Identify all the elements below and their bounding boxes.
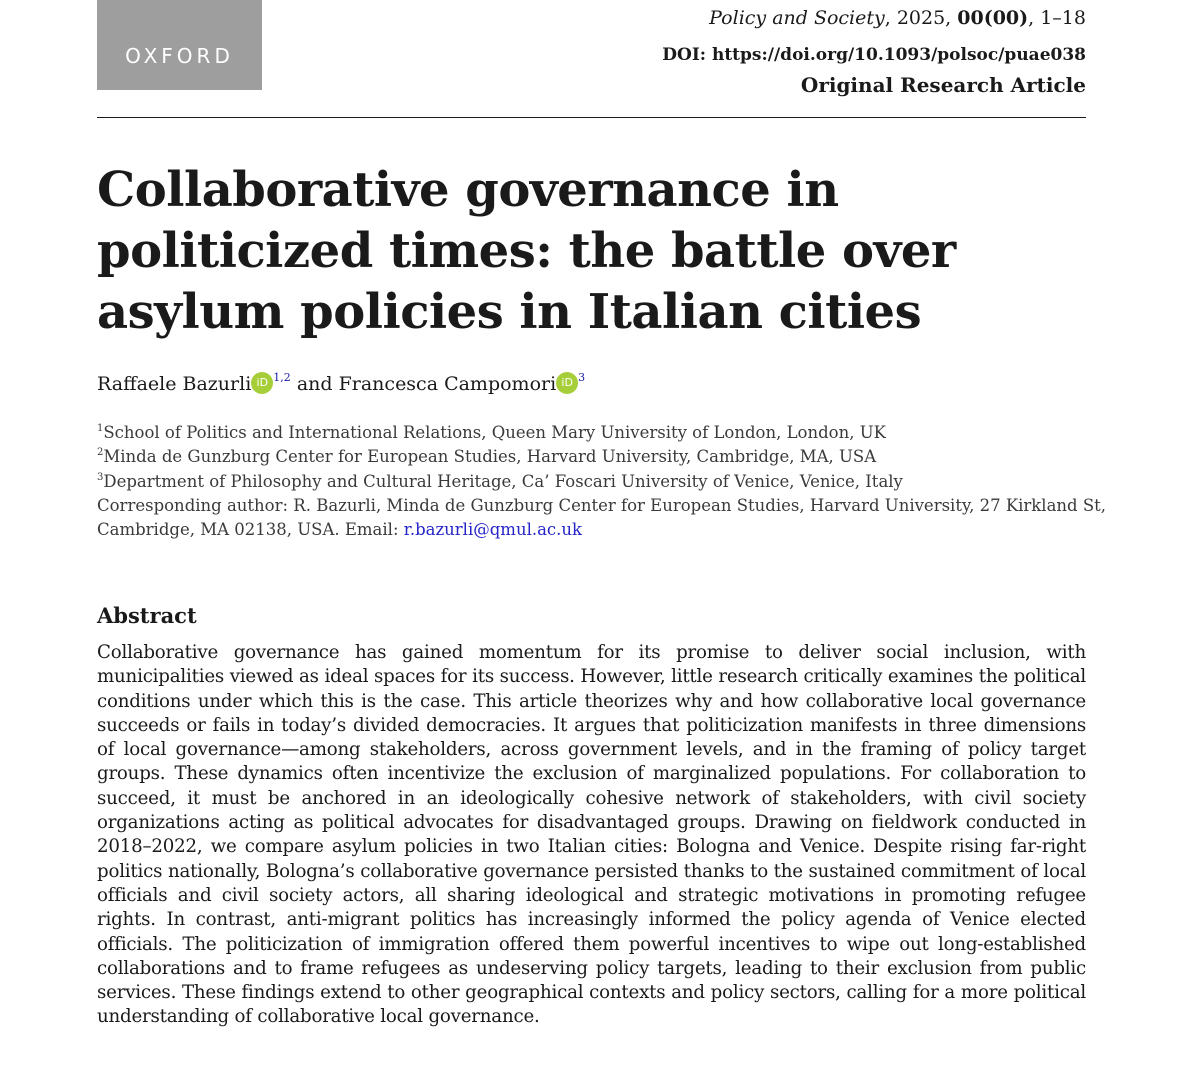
journal-volume: 00(00) (957, 7, 1029, 29)
orcid-icon[interactable]: iD (251, 372, 273, 394)
orcid-icon[interactable]: iD (556, 372, 578, 394)
affiliation-number: 1 (97, 423, 104, 434)
doi-link[interactable]: https://doi.org/10.1093/polsoc/puae038 (711, 45, 1086, 65)
author-affiliation-ref[interactable]: 3 (578, 371, 586, 384)
journal-name[interactable]: Policy and Society (709, 7, 885, 29)
article-meta (662, 4, 1086, 98)
header-divider (97, 117, 1086, 118)
author-name[interactable]: Francesca Campomori (338, 373, 557, 395)
author-name[interactable]: Raffaele Bazurli (97, 373, 252, 395)
author-affiliation-ref[interactable]: 1,2 (273, 371, 291, 384)
journal-pages: , 1–18 (1028, 7, 1086, 29)
doi-line (662, 44, 1086, 66)
affiliation-item (97, 445, 1087, 469)
affiliation-text: Department of Philosophy and Cultural Heritage, Ca’ Foscari University of Venice, Venice, Italy (103, 471, 903, 491)
affiliation-number: 2 (97, 447, 104, 459)
article-type: Original Research Article (800, 73, 1086, 97)
affiliation-number: 3 (97, 471, 104, 483)
email-link[interactable]: r.bazurli@qmul.ac.uk (403, 520, 583, 540)
publisher-logo-text: OXFORD (125, 44, 234, 68)
corresponding-author-line2 (97, 518, 1087, 542)
doi-label: DOI: (662, 45, 712, 65)
affiliations (97, 421, 1107, 542)
corresponding-address: Cambridge, MA 02138, USA. Email: (97, 520, 404, 540)
affiliation-item (97, 470, 1087, 494)
abstract-text: Collaborative governance has gained momentum for its promise to deliver social inclusion, with municipalities viewed as ideal spaces for its success. However, little research critically examines the political conditions under which this is the case. This article theorizes why and how collaborative local governance succeeds or fails in today’s divided democracies. It argues that politicization manifests in three dimensions of local governance—among stakeholders, across government levels, and in the framing of policy target groups. These dynamics often incentivize the exclusion of marginalized populations. For collaboration to succeed, it must be anchored in an ideologically cohesive network of stakeholders, with civil society organizations acting as political advocates for disadvantaged groups. Drawing on fieldwork conducted in 2018–2022, we compare asylum policies in two Italian cities: Bologna and Venice. Despite rising far-right politics nationally, Bologna’s collaborative governance persisted thanks to the sustained commitment of local officials and civil society actors, all sharing ideological and strategic motivations in promoting refugee rights. In contrast, anti-migrant politics has increasingly informed the policy agenda of Venice elected officials. The politicization of immigration offered them powerful incentives to wipe out long-established collaborations and to frame refugees as undeserving policy targets, leading to their exclusion from public services. These findings extend to other geographical contexts and policy sectors, calling for a more political understanding of collaborative local governance. (97, 642, 1086, 1028)
author-list (97, 370, 585, 398)
journal-year: , 2025, (884, 7, 958, 29)
affiliation-item (97, 421, 1087, 445)
affiliation-text: School of Politics and International Relations, Queen Mary University of London, London, UK (103, 423, 886, 442)
publisher-logo (97, 0, 262, 90)
corresponding-author-line1: Corresponding author: R. Bazurli, Minda de Gunzburg Center for European Studies, Harvard University, 27 Kirkland St, (97, 495, 1107, 515)
abstract-heading: Abstract (97, 603, 197, 628)
journal-citation (662, 4, 1086, 32)
author-connector: and (290, 373, 339, 395)
affiliation-text: Minda de Gunzburg Center for European Studies, Harvard University, Cambridge, MA, USA (103, 447, 877, 467)
article-title: Collaborative governance in politicized times: the battle over asylum policies in Italian cities (97, 162, 956, 340)
